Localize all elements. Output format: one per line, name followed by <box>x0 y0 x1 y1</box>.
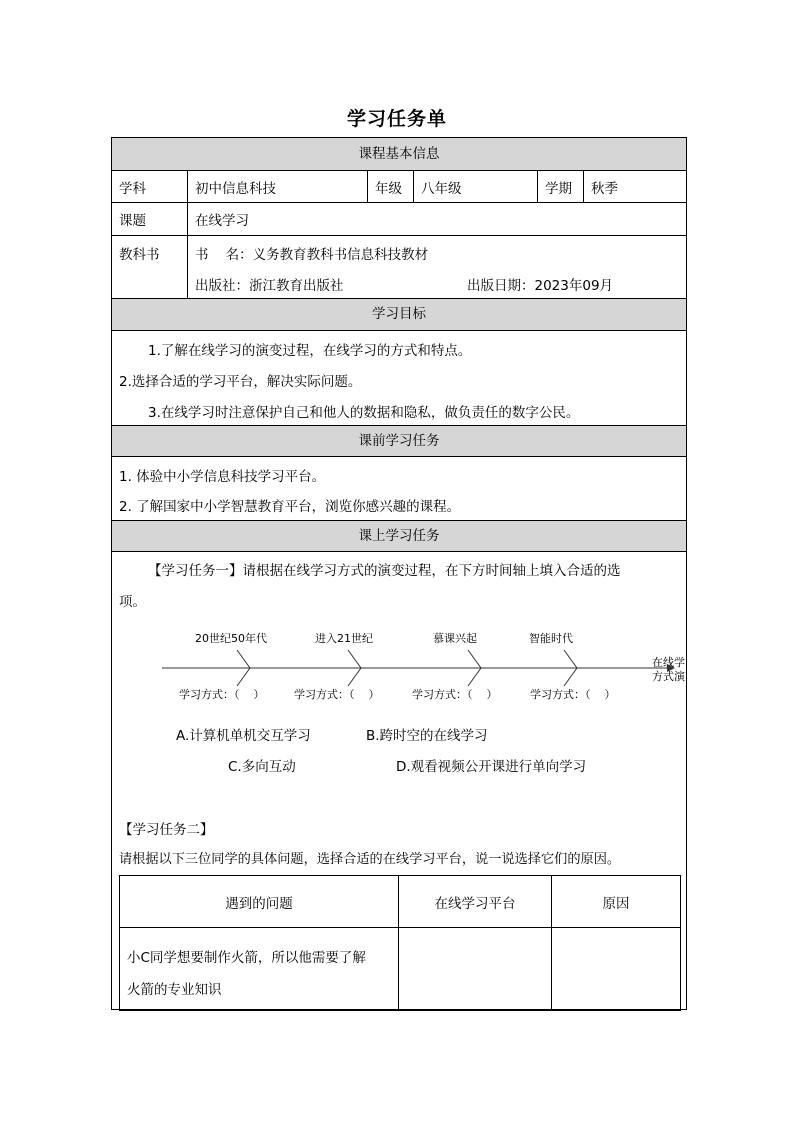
task-sheet-table <box>111 137 687 1010</box>
topic-label: 课题 <box>112 203 188 235</box>
topic-value: 在线学习 <box>195 213 249 229</box>
task1-instruction-line2: 项。 <box>119 594 146 610</box>
timeline-slot-2: 学习方式：（ ） <box>294 688 380 701</box>
timeline-era-2: 进入21世纪 <box>315 632 373 645</box>
header-problem: 遇到的问题 <box>120 876 399 928</box>
section-header-objectives: 学习目标 <box>112 299 686 331</box>
task2-title: 【学习任务二】 <box>119 822 214 838</box>
subject-label: 学科 <box>112 171 188 202</box>
page-title: 学习任务单 <box>346 108 447 130</box>
problem-line-2: 火箭的专业知识 <box>127 982 222 998</box>
option-b: B.跨时空的在线学习 <box>366 728 488 744</box>
timeline-era-4: 智能时代 <box>529 632 573 645</box>
term-label: 学期 <box>538 171 584 202</box>
textbook-label: 教科书 <box>112 236 188 298</box>
timeline-era-3: 慕课兴起 <box>433 632 477 645</box>
term-value: 秋季 <box>591 180 618 197</box>
grade-label: 年级 <box>368 171 414 202</box>
header-reason: 原因 <box>552 876 680 928</box>
section-header-in-class: 课上学习任务 <box>112 521 686 552</box>
timeline-end-label-2: 方式演 <box>652 670 685 683</box>
grade-value: 八年级 <box>414 171 538 202</box>
pre-class-body <box>112 457 686 521</box>
objective-1: 1.了解在线学习的演变过程，在线学习的方式和特点。 <box>148 343 472 359</box>
reason-answer-cell[interactable] <box>552 928 680 1010</box>
header-platform: 在线学习平台 <box>399 876 552 928</box>
problem-line-1: 小C同学想要制作火箭，所以他需要了解 <box>127 950 366 966</box>
section-header-pre-class: 课前学习任务 <box>112 426 686 457</box>
section-header-basic-info: 课程基本信息 <box>112 138 686 171</box>
pre-task-2: 2. 了解国家中小学智慧教育平台，浏览你感兴趣的课程。 <box>119 499 461 515</box>
option-a: A.计算机单机交互学习 <box>176 728 311 744</box>
timeline-slot-3: 学习方式：（ ） <box>412 688 498 701</box>
basic-info-row <box>112 171 686 203</box>
platform-choice-table <box>119 875 681 1011</box>
topic-row <box>112 203 686 236</box>
textbook-pub-date: 出版日期：2023年09月 <box>467 278 614 294</box>
objectives-body <box>112 331 686 426</box>
objective-3: 3.在线学习时注意保护自己和他人的数据和隐私，做负责任的数字公民。 <box>148 405 580 421</box>
task1-instruction-line1: 【学习任务一】请根据在线学习方式的演变过程，在下方时间轴上填入合适的选 <box>148 563 621 579</box>
table-row <box>120 928 399 1010</box>
timeline-era-1: 20世纪50年代 <box>195 632 267 645</box>
textbook-name: 书 名：义务教育教科书信息科技教材 <box>195 247 429 263</box>
subject-value: 初中信息科技 <box>188 171 368 202</box>
timeline-slot-1: 学习方式：（ ） <box>179 688 265 701</box>
textbook-publisher: 出版社：浙江教育出版社 <box>195 278 344 294</box>
option-c: C.多向互动 <box>228 759 296 775</box>
option-d: D.观看视频公开课进行单向学习 <box>396 759 587 775</box>
timeline-slot-4: 学习方式：（ ） <box>530 688 616 701</box>
objective-2: 2.选择合适的学习平台，解决实际问题。 <box>119 374 362 390</box>
platform-answer-cell[interactable] <box>399 928 552 1010</box>
timeline-end-label-1: 在线学 <box>652 656 685 669</box>
task2-instruction: 请根据以下三位同学的具体问题，选择合适的在线学习平台，说一说选择它们的原因。 <box>119 852 621 867</box>
pre-task-1: 1. 体验中小学信息科技学习平台。 <box>119 469 326 485</box>
textbook-row <box>112 236 686 299</box>
